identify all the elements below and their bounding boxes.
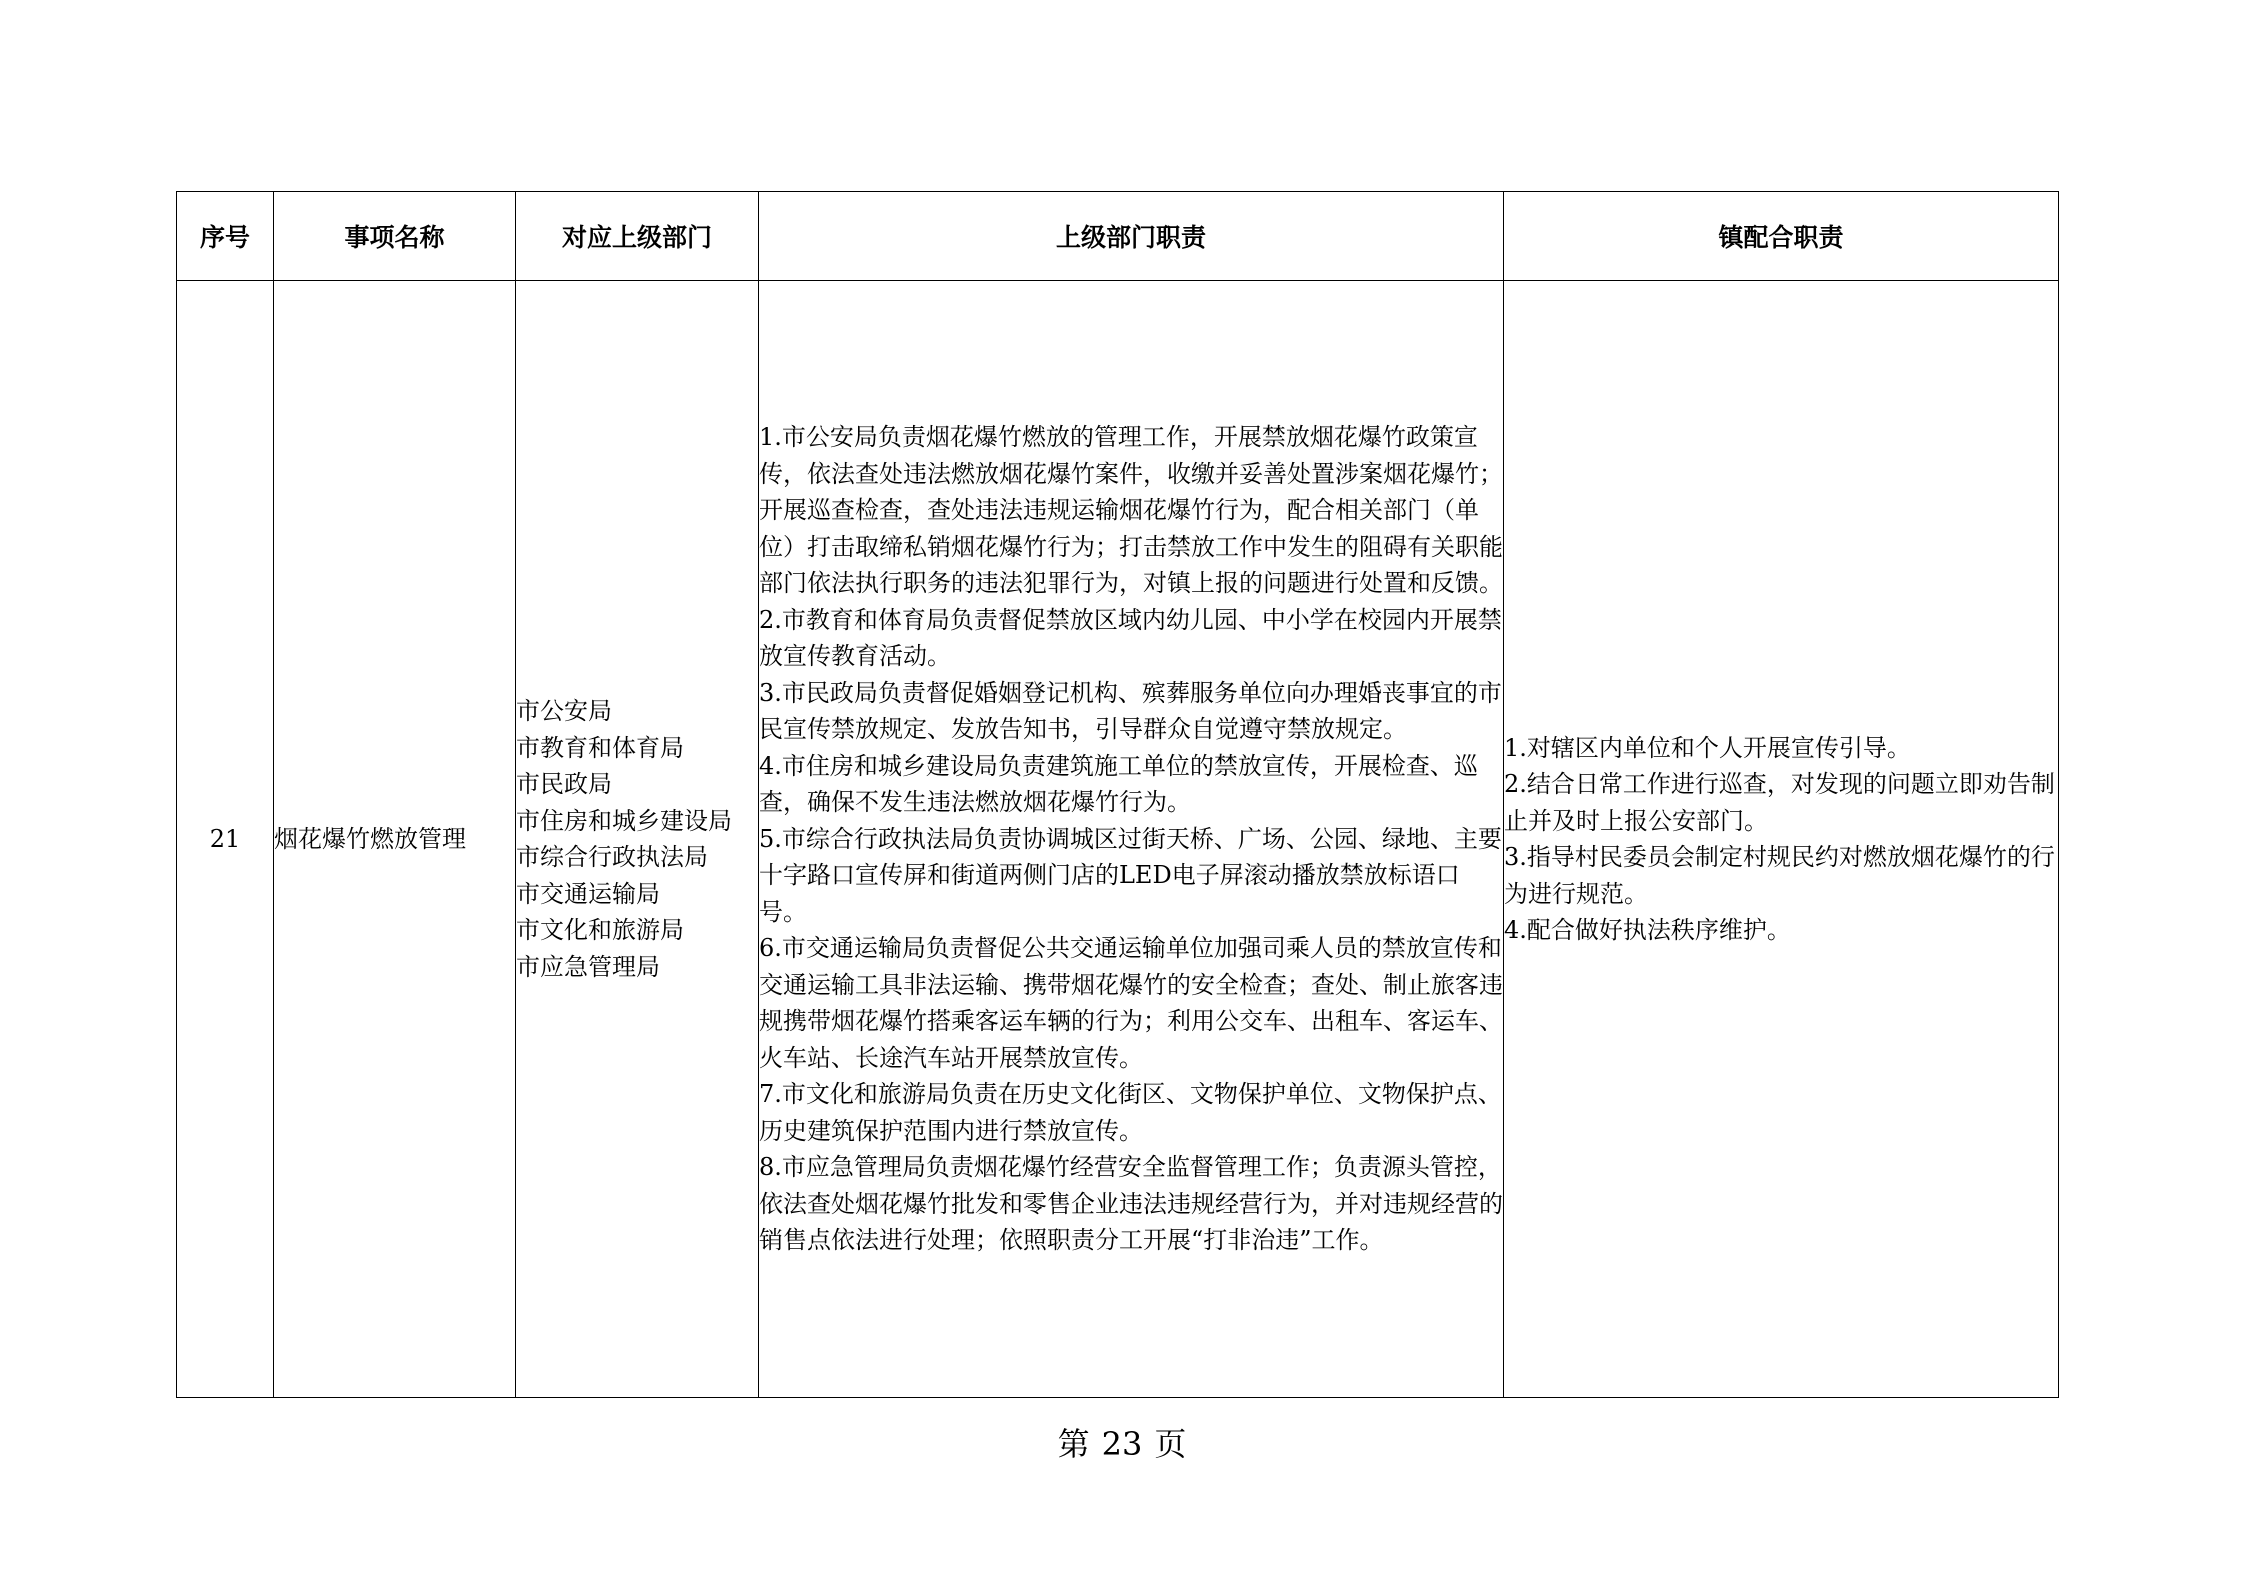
cell-departments xyxy=(516,281,759,1398)
page-number: 23 xyxy=(1101,1425,1143,1463)
duty-item: 2.市教育和体育局负责督促禁放区域内幼儿园、中小学在校园内开展禁放宣传教育活动。 xyxy=(759,605,1502,671)
header-superior-duty: 上级部门职责 xyxy=(759,192,1504,281)
table-row xyxy=(177,281,2059,1398)
town-duty-item: 2.结合日常工作进行巡查，对发现的问题立即劝告制止并及时上报公安部门。 xyxy=(1504,770,2055,835)
department-item: 市综合行政执法局 xyxy=(516,843,708,871)
header-item-name: 事项名称 xyxy=(274,192,516,281)
duty-item: 3.市民政局负责督促婚姻登记机构、殡葬服务单位向办理婚丧事宜的市民宣传禁放规定、发放告知书，引导群众自觉遵守禁放规定。 xyxy=(759,678,1502,744)
table-header-row xyxy=(177,192,2059,281)
page-footer xyxy=(0,1424,2244,1464)
town-duty-item: 3.指导村民委员会制定村规民约对燃放烟花爆竹的行为进行规范。 xyxy=(1504,843,2055,908)
duty-item: 8.市应急管理局负责烟花爆竹经营安全监督管理工作；负责源头管控，依法查处烟花爆竹批发和零售企业违法违规经营行为，并对违规经营的销售点依法进行处理；依照职责分工开展“打非治违”工作。 xyxy=(759,1153,1503,1255)
page-label-prefix: 第 xyxy=(1057,1425,1090,1463)
department-item: 市教育和体育局 xyxy=(516,733,684,762)
page-label-suffix: 页 xyxy=(1154,1425,1187,1463)
department-item: 市文化和旅游局 xyxy=(516,916,684,944)
department-item: 市公安局 xyxy=(516,697,612,725)
duty-item: 5.市综合行政执法局负责协调城区过街天桥、广场、公园、绿地、主要十字路口宣传屏和街道两侧门店的LED电子屏滚动播放禁放标语口号。 xyxy=(759,824,1502,926)
duty-item: 1.市公安局负责烟花爆竹燃放的管理工作，开展禁放烟花爆竹政策宣传，依法查处违法燃放烟花爆竹案件，收缴并妥善处置涉案烟花爆竹；开展巡查检查，查处违法违规运输烟花爆竹行为，配合相关部门（单位）打击取缔私销烟花爆竹行为；打击禁放工作中发生的阻碍有关职能部门依法执行职务的违法犯罪行为，对镇上报的问题进行处置和反馈。 xyxy=(759,423,1503,598)
duty-item: 6.市交通运输局负责督促公共交通运输单位加强司乘人员的禁放宣传和交通运输工具非法运输、携带烟花爆竹的安全检查；查处、制止旅客违规携带烟花爆竹搭乘客运车辆的行为；利用公交车、出租车、客运车、火车站、长途汽车站开展禁放宣传。 xyxy=(759,934,1503,1072)
cell-item-name: 烟花爆竹燃放管理 xyxy=(274,281,516,1398)
header-superior-dept: 对应上级部门 xyxy=(516,192,759,281)
department-item: 市民政局 xyxy=(516,770,612,798)
duty-item: 7.市文化和旅游局负责在历史文化街区、文物保护单位、文物保护点、历史建筑保护范围内进行禁放宣传。 xyxy=(759,1080,1502,1145)
town-duty-item: 1.对辖区内单位和个人开展宣传引导。 xyxy=(1504,733,1911,762)
responsibility-table xyxy=(176,191,2059,1398)
cell-town-duties xyxy=(1504,281,2059,1398)
cell-seq: 21 xyxy=(177,281,274,1398)
duty-item: 4.市住房和城乡建设局负责建筑施工单位的禁放宣传，开展检查、巡查，确保不发生违法燃放烟花爆竹行为。 xyxy=(759,751,1478,817)
department-item: 市交通运输局 xyxy=(516,879,660,908)
town-duty-item: 4.配合做好执法秩序维护。 xyxy=(1504,916,1791,944)
header-town-duty: 镇配合职责 xyxy=(1504,192,2059,281)
department-item: 市住房和城乡建设局 xyxy=(516,806,732,835)
cell-superior-duties xyxy=(759,281,1504,1398)
header-seq: 序号 xyxy=(177,192,274,281)
department-item: 市应急管理局 xyxy=(516,952,660,981)
